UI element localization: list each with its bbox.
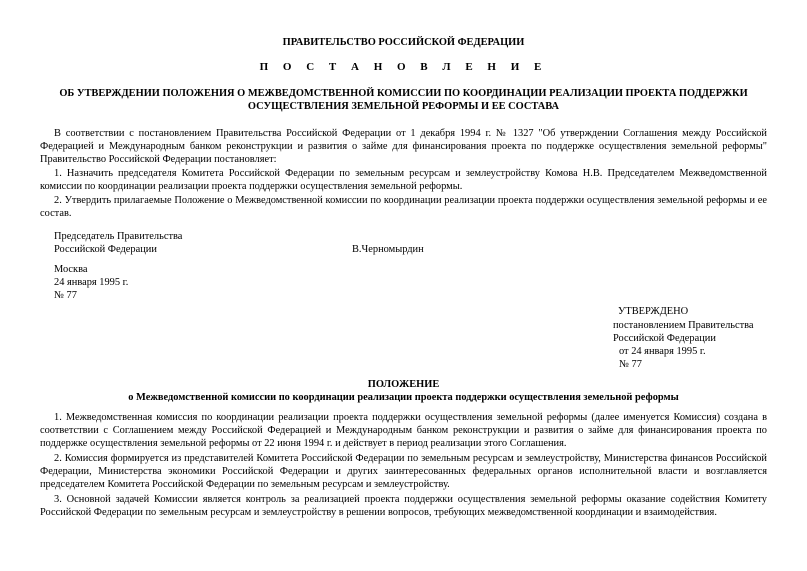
document-title-line-1: ОБ УТВЕРЖДЕНИИ ПОЛОЖЕНИЯ О МЕЖВЕДОМСТВЕННОЙ КОМИССИИ ПО КООРДИНАЦИИ РЕАЛИЗАЦИИ ПРОЕКТА ПОДДЕРЖКИ: [59, 88, 748, 99]
resolution-item-2: [40, 194, 767, 220]
preamble-text: В соответствии с постановлением Правительства Российской Федерации от 1 декабря 1994 г. № 1327 "Об утверждении Соглашения между Российской Федерацией и Международным банком реконструкции и развития о займе для финансирования проекта по поддержке осуществления земельной реформы" Правительство Российской Федерации постановляет:: [40, 128, 767, 166]
regulation-paragraph-text: 3. Основной задачей Комиссии является контроль за реализацией проекта поддержки осуществления земельной реформы оказание содействия Комитету Российской Федерации по земельным ресурсам и землеустройству в решении вопросов, требующих межведомственной координации и взаимодействия.: [40, 494, 767, 519]
document-title-line-2: ОСУЩЕСТВЛЕНИЯ ЗЕМЕЛЬНОЙ РЕФОРМЫ И ЕЕ СОСТАВА: [247, 101, 560, 112]
resolution-item-1: [40, 167, 767, 193]
signature-position: [54, 230, 182, 256]
preamble-paragraph: [40, 127, 767, 167]
regulation-paragraph-2: [40, 452, 767, 492]
resolution-item-text: 2. Утвердить прилагаемые Положение о Межведомственной комиссии по координации реализации проекта поддержки осуществления земельной реформы и ее состав.: [40, 195, 767, 220]
approval-title: УТВЕРЖДЕНО: [618, 306, 689, 317]
place-date-block: [54, 263, 128, 303]
document-type: П О С Т А Н О В Л Е Н И Е: [259, 61, 548, 73]
approval-line-1: постановлением Правительства: [613, 320, 754, 331]
signature-position-line-1: Председатель Правительства: [54, 231, 183, 242]
regulation-heading: ПОЛОЖЕНИЕ: [367, 379, 440, 390]
date: 24 января 1995 г.: [54, 277, 129, 289]
regulation-subheading: о Межведомственной комиссии по координации реализации проекта поддержки осуществления земельной реформы: [128, 392, 679, 403]
regulation-paragraph-1: [40, 411, 767, 451]
document-number: № 77: [54, 290, 77, 302]
government-heading: ПРАВИТЕЛЬСТВО РОССИЙСКОЙ ФЕДЕРАЦИИ: [282, 37, 525, 48]
signatory-name: В.Черномырдин: [352, 244, 424, 255]
approval-line-2: Российской Федерации: [613, 333, 716, 344]
regulation-paragraph-text: 2. Комиссия формируется из представителей Комитета Российской Федерации по земельным ресурсам и землеустройству, Министерства финансов Российской Федерации, Министерства экономики Российской Федерации и других заинтересованных федеральных органов исполнительной власти и возглавляется председателем Комитета Российской Федерации по земельным ресурсам и землеустройству.: [40, 453, 767, 491]
regulation-paragraph-text: 1. Межведомственная комиссия по координации реализации проекта поддержки осуществления земельной реформы (далее именуется Комиссия) создана в соответствии с Соглашением между Российской Федерацией и Международным банком реконструкции и развития о займе для финансирования проекта по поддержке осуществления земельной реформы от 22 июня 1994 г. и действует в период реализации этого Соглашения.: [40, 412, 767, 450]
signature-position-line-2: Российской Федерации: [54, 244, 157, 256]
regulation-paragraph-3: [40, 493, 767, 519]
city: Москва: [54, 264, 88, 275]
resolution-item-text: 1. Назначить председателя Комитета Российской Федерации по земельным ресурсам и землеустройству Комова Н.В. Председателем Межведомственной комиссии по координации реализации проекта поддержки осуществления земельной реформы.: [40, 168, 767, 193]
approval-line-3: от 24 января 1995 г.: [619, 346, 706, 357]
approval-line-4: № 77: [619, 359, 642, 370]
